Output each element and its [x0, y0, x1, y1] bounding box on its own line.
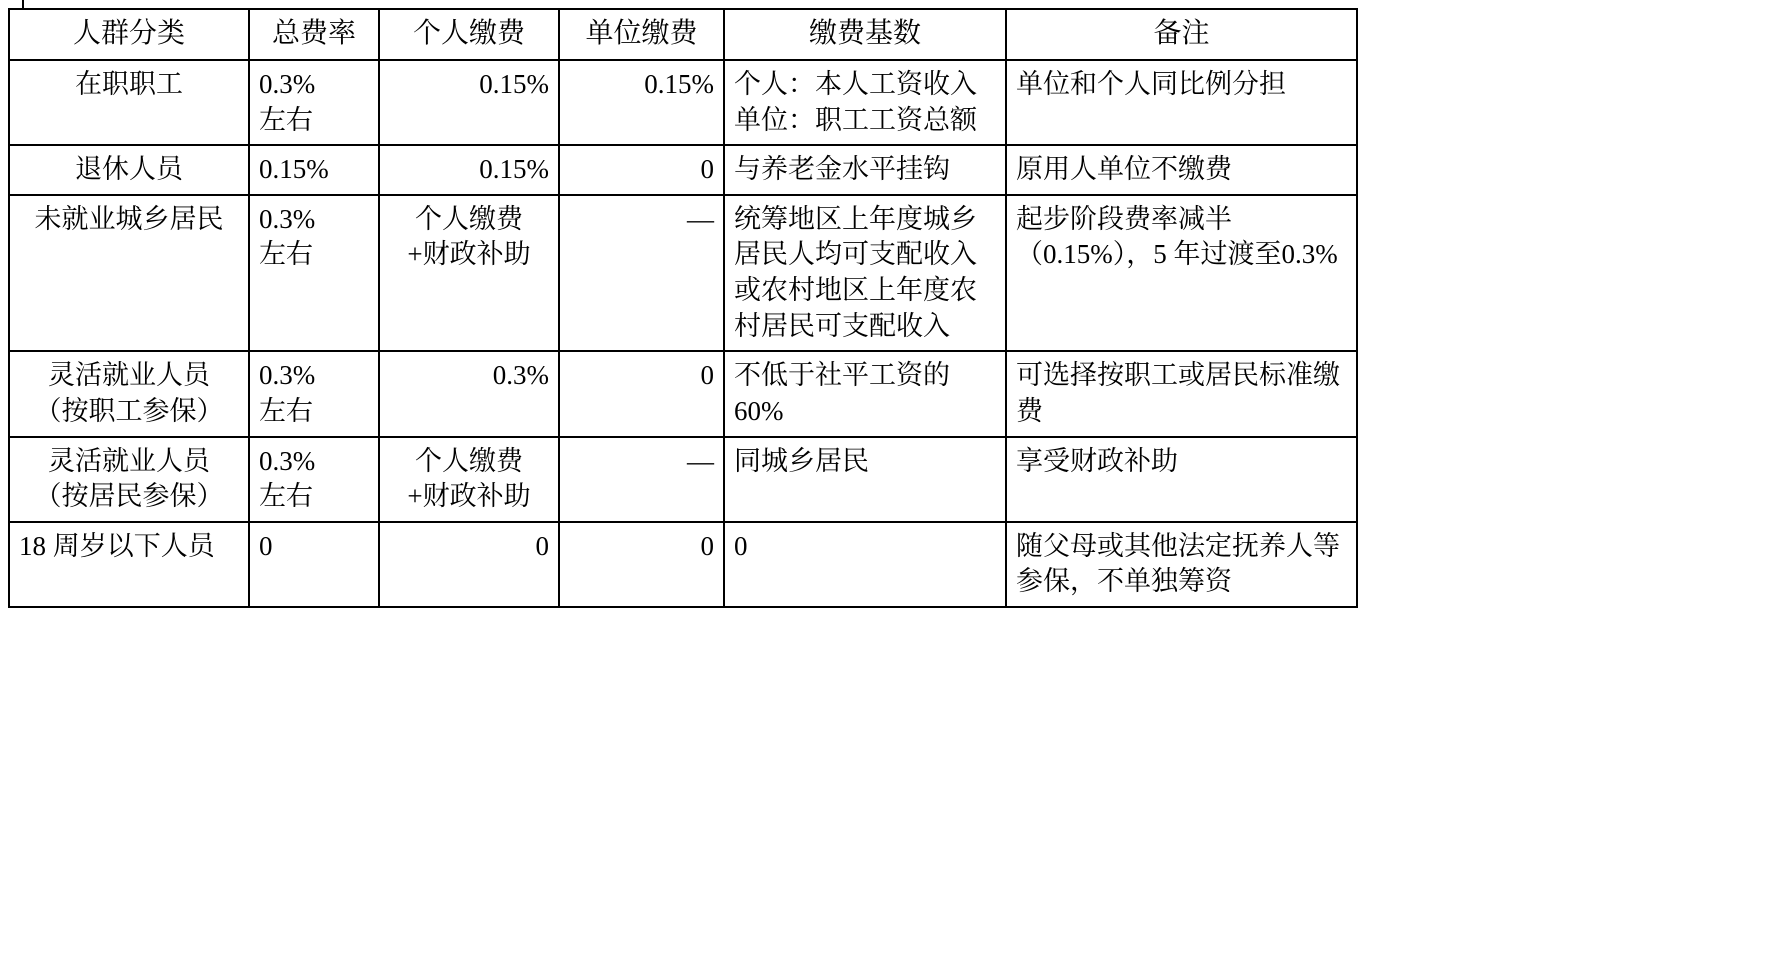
table-row: [9, 145, 1357, 195]
cell-employer: 0: [559, 522, 724, 607]
personal-line1: 个人缴费: [415, 445, 523, 476]
table-header-row: [9, 9, 1357, 60]
group-line1: 灵活就业人员: [48, 445, 210, 476]
personal-line2: +财政补助: [407, 239, 531, 270]
cell-group: [9, 351, 249, 436]
total-rate-line2: 左右: [259, 481, 313, 512]
table-row: [9, 522, 1357, 607]
cell-remark: 可选择按职工或居民标准缴费: [1006, 351, 1357, 436]
cell-group: 退休人员: [9, 145, 249, 195]
column-header-total-rate: 总费率: [249, 9, 379, 60]
column-header-base: 缴费基数: [724, 9, 1006, 60]
total-rate-line1: 0.3%: [259, 360, 316, 391]
cell-personal: [379, 195, 559, 352]
cell-base: 与养老金水平挂钩: [724, 145, 1006, 195]
cell-employer: 0: [559, 351, 724, 436]
table-row: [9, 351, 1357, 436]
cell-base: [724, 60, 1006, 145]
total-rate-line1: 0.3%: [259, 445, 316, 476]
column-header-personal: 个人缴费: [379, 9, 559, 60]
cell-personal: 0.15%: [379, 145, 559, 195]
cell-employer: 0.15%: [559, 60, 724, 145]
cell-total-rate: 0.15%: [249, 145, 379, 195]
group-line2: （按职工参保）: [34, 395, 224, 426]
cell-employer: 0: [559, 145, 724, 195]
column-header-group: 人群分类: [9, 9, 249, 60]
cell-employer: —: [559, 195, 724, 352]
table-body: [9, 60, 1357, 607]
cell-group: 未就业城乡居民: [9, 195, 249, 352]
cell-total-rate: 0: [249, 522, 379, 607]
group-line2: （按居民参保）: [34, 481, 224, 512]
total-rate-line2: 左右: [259, 395, 313, 426]
table-row: [9, 437, 1357, 522]
cell-group: [9, 437, 249, 522]
cell-base: 同城乡居民: [724, 437, 1006, 522]
cell-personal: 0: [379, 522, 559, 607]
cell-personal: [379, 437, 559, 522]
table-row: [9, 195, 1357, 352]
cell-personal: 0.15%: [379, 60, 559, 145]
column-header-employer: 单位缴费: [559, 9, 724, 60]
personal-line2: +财政补助: [407, 481, 531, 512]
cell-group: 18 周岁以下人员: [9, 522, 249, 607]
total-rate-line2: 左右: [259, 239, 313, 270]
cell-remark: 享受财政补助: [1006, 437, 1357, 522]
total-rate-line1: 0.3%: [259, 68, 316, 99]
cell-employer: —: [559, 437, 724, 522]
cell-personal: 0.3%: [379, 351, 559, 436]
personal-line1: 个人缴费: [415, 203, 523, 234]
column-header-remark: 备注: [1006, 9, 1357, 60]
base-line2: 单位：职工工资总额: [734, 104, 977, 135]
cell-base: 不低于社平工资的60%: [724, 351, 1006, 436]
total-rate-line2: 左右: [259, 104, 313, 135]
cell-total-rate: [249, 195, 379, 352]
table-header: [9, 9, 1357, 60]
group-line1: 灵活就业人员: [48, 360, 210, 391]
cell-base: 统筹地区上年度城乡居民人均可支配收入或农村地区上年度农村居民可支配收入: [724, 195, 1006, 352]
cell-total-rate: [249, 437, 379, 522]
cell-remark: 起步阶段费率减半（0.15%），5 年过渡至0.3%: [1006, 195, 1357, 352]
table-container: [8, 8, 1356, 608]
base-line1: 个人：本人工资收入: [734, 68, 977, 99]
cell-remark: 原用人单位不缴费: [1006, 145, 1357, 195]
contribution-rate-table: [8, 8, 1358, 608]
cell-remark: 单位和个人同比例分担: [1006, 60, 1357, 145]
total-rate-line1: 0.3%: [259, 203, 316, 234]
cell-total-rate: [249, 351, 379, 436]
cell-total-rate: [249, 60, 379, 145]
table-row: [9, 60, 1357, 145]
cell-base: 0: [724, 522, 1006, 607]
cell-remark: 随父母或其他法定抚养人等参保，不单独筹资: [1006, 522, 1357, 607]
cell-group: 在职职工: [9, 60, 249, 145]
